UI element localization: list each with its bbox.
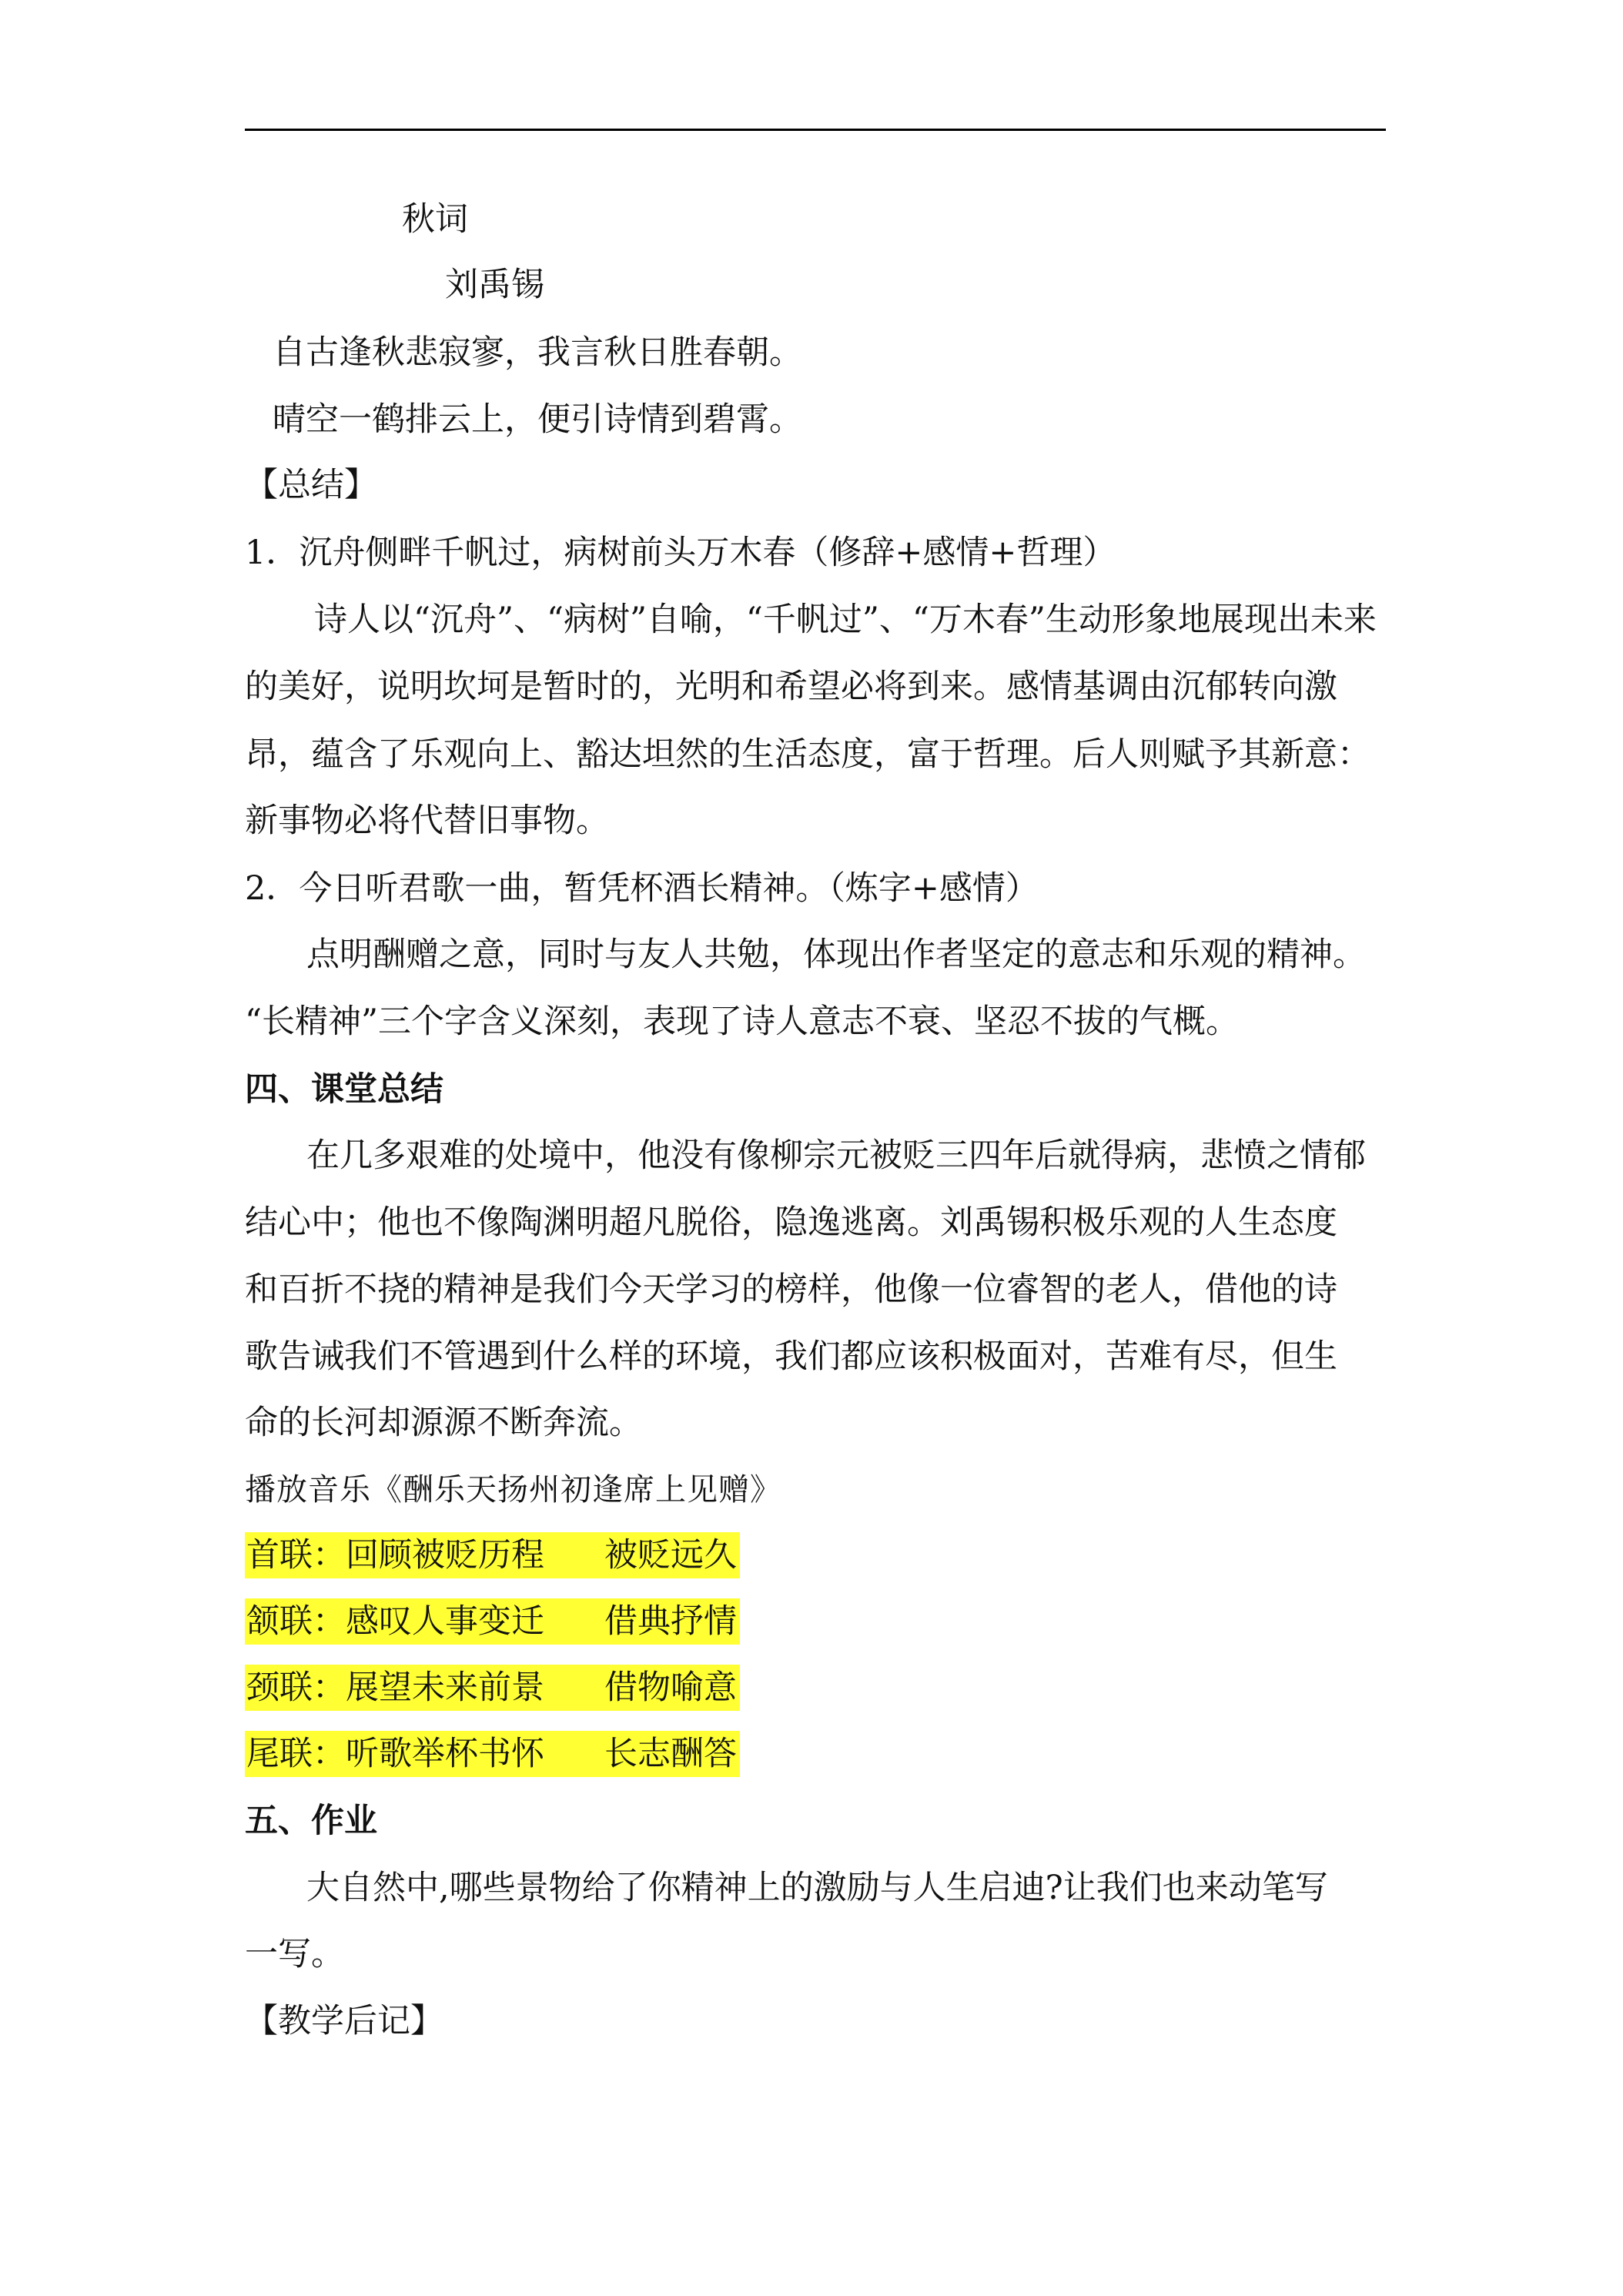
summary-item-2-line: 点明酬赠之意，同时与友人共勉，体现出作者坚定的意志和乐观的精神。 [306, 935, 1366, 974]
couplet-highlight [245, 1532, 740, 1578]
poem-author: 刘禹锡 [445, 266, 544, 304]
section-4-line: 和百折不挠的精神是我们今天学习的榜样，他像一位睿智的老人，借他的诗 [245, 1270, 1337, 1309]
couplet-row [245, 1731, 740, 1777]
couplet-note: 借物喻意 [604, 1668, 737, 1707]
afterword-heading: 【教学后记】 [245, 2002, 443, 2040]
section-4-line: 歌告诫我们不管遇到什么样的环境，我们都应该积极面对，苦难有尽，但生 [245, 1337, 1337, 1376]
couplet-label: 颔联：感叹人事变迁 [246, 1602, 544, 1641]
summary-item-1-line: 的美好，说明坎坷是暂时的，光明和希望必将到来。感情基调由沉郁转向激 [245, 668, 1337, 706]
music-note: 播放音乐《酬乐天扬州初逢席上见赠》 [245, 1472, 781, 1508]
couplet-highlight [245, 1598, 740, 1645]
poem-title: 秋词 [402, 200, 468, 239]
summary-item-2-line: “长精神”三个字含义深刻，表现了诗人意志不衰、坚忍不拔的气概。 [245, 1002, 1239, 1041]
couplet-note: 长志酬答 [604, 1735, 737, 1773]
section-4-line: 在几多艰难的处境中，他没有像柳宗元被贬三四年后就得病，悲愤之情郁 [306, 1136, 1366, 1175]
couplet-label: 尾联：听歌举杯书怀 [246, 1735, 544, 1773]
poem-line-1: 自古逢秋悲寂寥，我言秋日胜春朝。 [273, 333, 802, 372]
header-rule [245, 129, 1386, 131]
section-5-line: 大自然中,哪些景物给了你精神上的激励与人生启迪?让我们也来动笔写 [306, 1869, 1328, 1907]
section-4-heading: 四、课堂总结 [245, 1070, 443, 1109]
couplet-highlight [245, 1665, 740, 1711]
couplet-label: 首联：回顾被贬历程 [246, 1536, 544, 1575]
section-4-line: 命的长河却源源不断奔流。 [245, 1404, 642, 1442]
couplet-row [245, 1598, 740, 1645]
section-5-line: 一写。 [245, 1935, 344, 1973]
summary-item-1-line: 新事物必将代替旧事物。 [245, 802, 609, 840]
couplet-label: 颈联：展望未来前景 [246, 1668, 544, 1707]
summary-item-1-title: 1．沉舟侧畔千帆过，病树前头万木春（修辞+感情+哲理） [245, 534, 1116, 572]
poem-line-2: 晴空一鹤排云上，便引诗情到碧霄。 [273, 400, 802, 439]
couplet-note: 借典抒情 [604, 1602, 737, 1641]
couplet-highlight [245, 1731, 740, 1777]
summary-item-2-title: 2．今日听君歌一曲，暂凭杯酒长精神。（炼字+感情） [245, 869, 1039, 908]
couplet-row [245, 1665, 740, 1711]
couplet-row [245, 1532, 740, 1578]
section-5-heading: 五、作业 [245, 1802, 377, 1840]
section-4-line: 结心中；他也不像陶渊明超凡脱俗，隐逸逃离。刘禹锡积极乐观的人生态度 [245, 1203, 1337, 1242]
summary-heading: 【总结】 [245, 466, 377, 504]
couplet-note: 被贬远久 [604, 1536, 737, 1575]
summary-item-1-line: 诗人以“沉舟”、“病树”自喻，“千帆过”、“万木春”生动形象地展现出未来 [314, 601, 1377, 639]
summary-item-1-line: 昂，蕴含了乐观向上、豁达坦然的生活态度，富于哲理。后人则赋予其新意： [245, 735, 1370, 774]
